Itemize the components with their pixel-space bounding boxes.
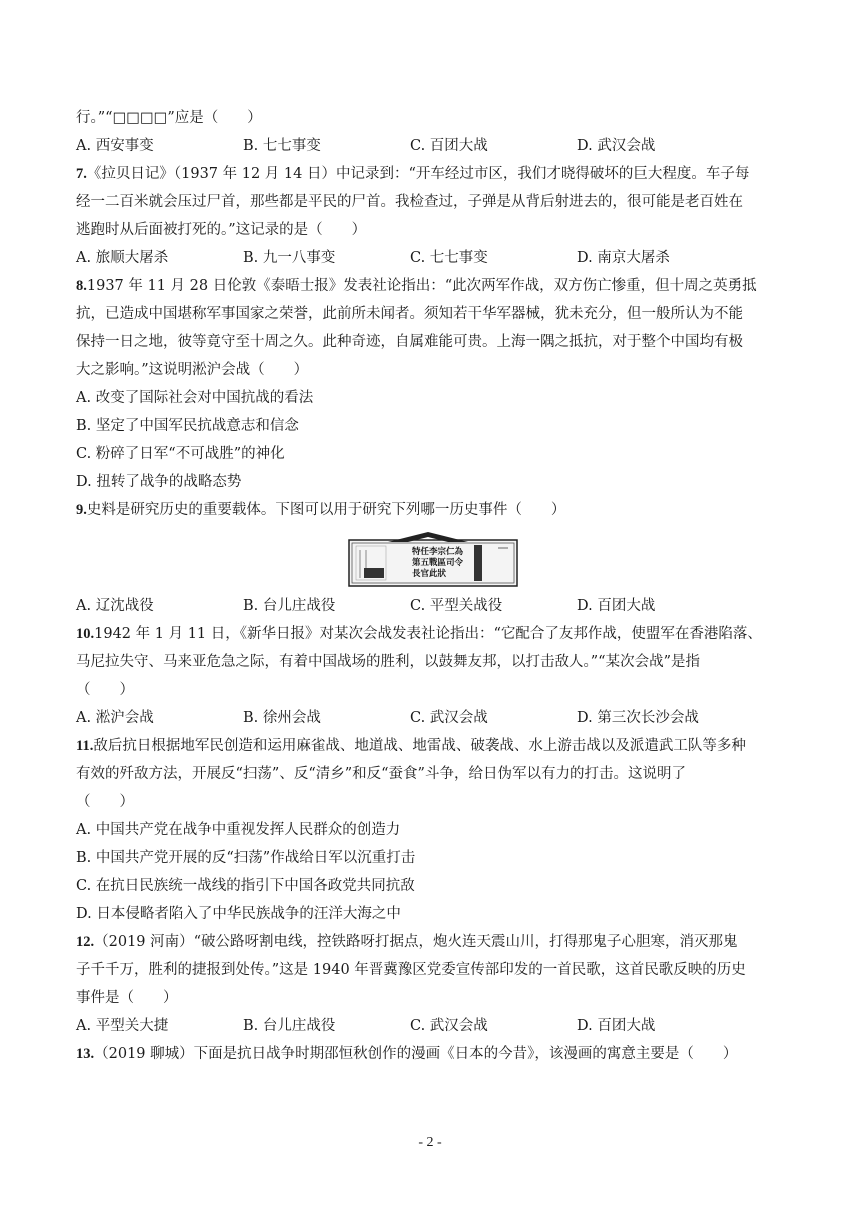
question-number: 9. [76,502,87,518]
question-6-options [76,132,788,160]
question-number: 11. [76,738,94,754]
option-a[interactable]: A. 辽沈战役 [76,598,154,614]
page-content [76,104,788,1068]
option-c[interactable]: C. 七七事变 [410,250,488,266]
option-d[interactable]: D. 武汉会战 [577,138,656,154]
question-text: 1937 年 11 月 28 日伦敦《泰晤士报》发表社论指出：“此次两军作战，双方伤亡惨重，但十周之英勇抵 [86,278,757,294]
option-a[interactable]: A. 淞沪会战 [76,710,154,726]
question-7-stem-1 [76,160,788,188]
option-b[interactable]: B. 徐州会战 [243,710,321,726]
question-10-stem-2: 马尼拉失守、马来亚危急之际，有着中国战场的胜利，以鼓舞友邦，以打击敌人。”“某次会战”是指 [76,654,700,670]
option-b[interactable]: B. 中国共产党开展的反“扫荡”作战给日军以沉重打击 [76,850,416,866]
question-number: 12. [76,934,95,950]
page-number: - 2 - [418,1135,442,1150]
question-text: 《拉贝日记》（1937 年 12 月 14 日）中记录到：“开车经过市区，我们才晓得破坏的巨大程度。车子每 [86,166,750,182]
question-12-options [76,1012,788,1040]
question-text: 史料是研究历史的重要载体。下图可以用于研究下列哪一历史事件（ ） [86,502,566,518]
option-a[interactable]: A. 改变了国际社会对中国抗战的看法 [76,390,314,406]
question-11-stem-1 [76,732,788,760]
question-9-stem [76,496,788,524]
option-a[interactable]: A. 平型关大捷 [76,1018,169,1034]
question-7-stem-3: 逃跑时从后面被打死的。”这记录的是（ ） [76,222,367,238]
certificate-line-3: 長官此狀 [412,569,447,579]
question-8-stem-3: 保持一日之地，彼等竟守至十周之久。此种奇迹，自属难能可贵。上海一隅之抵抗，对于整个中国均有极 [76,334,743,350]
question-12-stem-2: 子千千万，胜利的捷报到处传。”这是 1940 年晋冀豫区党委宣传部印发的一首民歌，这首民歌反映的历史 [76,962,746,978]
question-12-stem-1 [76,928,788,956]
question-10-stem-3: （ ） [76,682,134,698]
question-7-options [76,244,788,272]
question-number: 10. [76,626,95,642]
option-b[interactable]: B. 九一八事变 [243,250,336,266]
question-10-stem-1 [76,620,788,648]
option-b[interactable]: B. 台儿庄战役 [243,598,336,614]
question-11-stem-3: （ ） [76,794,134,810]
question-12-stem-3: 事件是（ ） [76,990,178,1006]
question-8-stem-2: 抗，已造成中国堪称军事国家之荣誉，此前所未闻者。须知若干华军器械，犹未充分，但一般所认为不能 [76,306,743,322]
option-d[interactable]: D. 百团大战 [577,598,656,614]
question-11-stem-2: 有效的歼敌方法，开展反“扫荡”、反“清乡”和反“蚕食”斗争，给日伪军以有力的打击。这说明了 [76,766,686,782]
certificate-image [348,530,518,588]
question-text: 1942 年 1 月 11 日，《新华日报》对某次会战发表社论指出：“它配合了友邦作战，使盟军在香港陷落、 [94,626,762,642]
question-8-stem-1 [76,272,788,300]
question-10-options [76,704,788,732]
question-13-stem [76,1040,788,1068]
option-b[interactable]: B. 七七事变 [243,138,321,154]
option-c[interactable]: C. 武汉会战 [410,710,488,726]
option-d[interactable]: D. 南京大屠杀 [577,250,670,266]
certificate-line-2: 第五戰區司令 [412,558,464,568]
question-text: （2019 聊城）下面是抗日战争时期邵恒秋创作的漫画《日本的今昔》，该漫画的寓意主要是（ ） [94,1046,738,1062]
question-7-stem-2: 经一二百米就会压过尸首，那些都是平民的尸首。我检查过，子弹是从背后射进去的，很可能是老百姓在 [76,194,743,210]
option-d[interactable]: D. 百团大战 [577,1018,656,1034]
certificate-line-1: 特任李宗仁為 [412,547,464,557]
option-d[interactable]: D. 日本侵略者陷入了中华民族战争的汪洋大海之中 [76,906,401,922]
question-text: 敌后抗日根据地军民创造和运用麻雀战、地道战、地雷战、破袭战、水上游击战以及派遣武工队等多种 [93,738,746,754]
option-d[interactable]: D. 第三次长沙会战 [577,710,699,726]
question-number: 8. [76,278,87,294]
question-8-stem-4: 大之影响。”这说明淞沪会战（ ） [76,362,309,378]
appointment-certificate-figure [76,524,788,592]
option-d[interactable]: D. 扭转了战争的战略态势 [76,474,242,490]
option-b[interactable]: B. 台儿庄战役 [243,1018,336,1034]
option-c[interactable]: C. 在抗日民族统一战线的指引下中国各政党共同抗敌 [76,878,415,894]
option-a[interactable]: A. 西安事变 [76,138,154,154]
option-b[interactable]: B. 坚定了中国军民抗战意志和信念 [76,418,299,434]
question-text: （2019 河南）“破公路呀割电线，控铁路呀打据点，炮火连天震山川，打得那鬼子心胆寒，消灭那鬼 [94,934,738,950]
option-c[interactable]: C. 粉碎了日军“不可战胜”的神化 [76,446,285,462]
option-a[interactable]: A. 中国共产党在战争中重视发挥人民群众的创造力 [76,822,401,838]
option-a[interactable]: A. 旅顺大屠杀 [76,250,169,266]
option-c[interactable]: C. 百团大战 [410,138,488,154]
question-number: 7. [76,166,87,182]
question-9-options [76,592,788,620]
question-number: 13. [76,1046,95,1062]
option-c[interactable]: C. 武汉会战 [410,1018,488,1034]
question-6-tail: 行。”“□□□□”应是（ ） [76,110,262,126]
option-c[interactable]: C. 平型关战役 [410,598,503,614]
